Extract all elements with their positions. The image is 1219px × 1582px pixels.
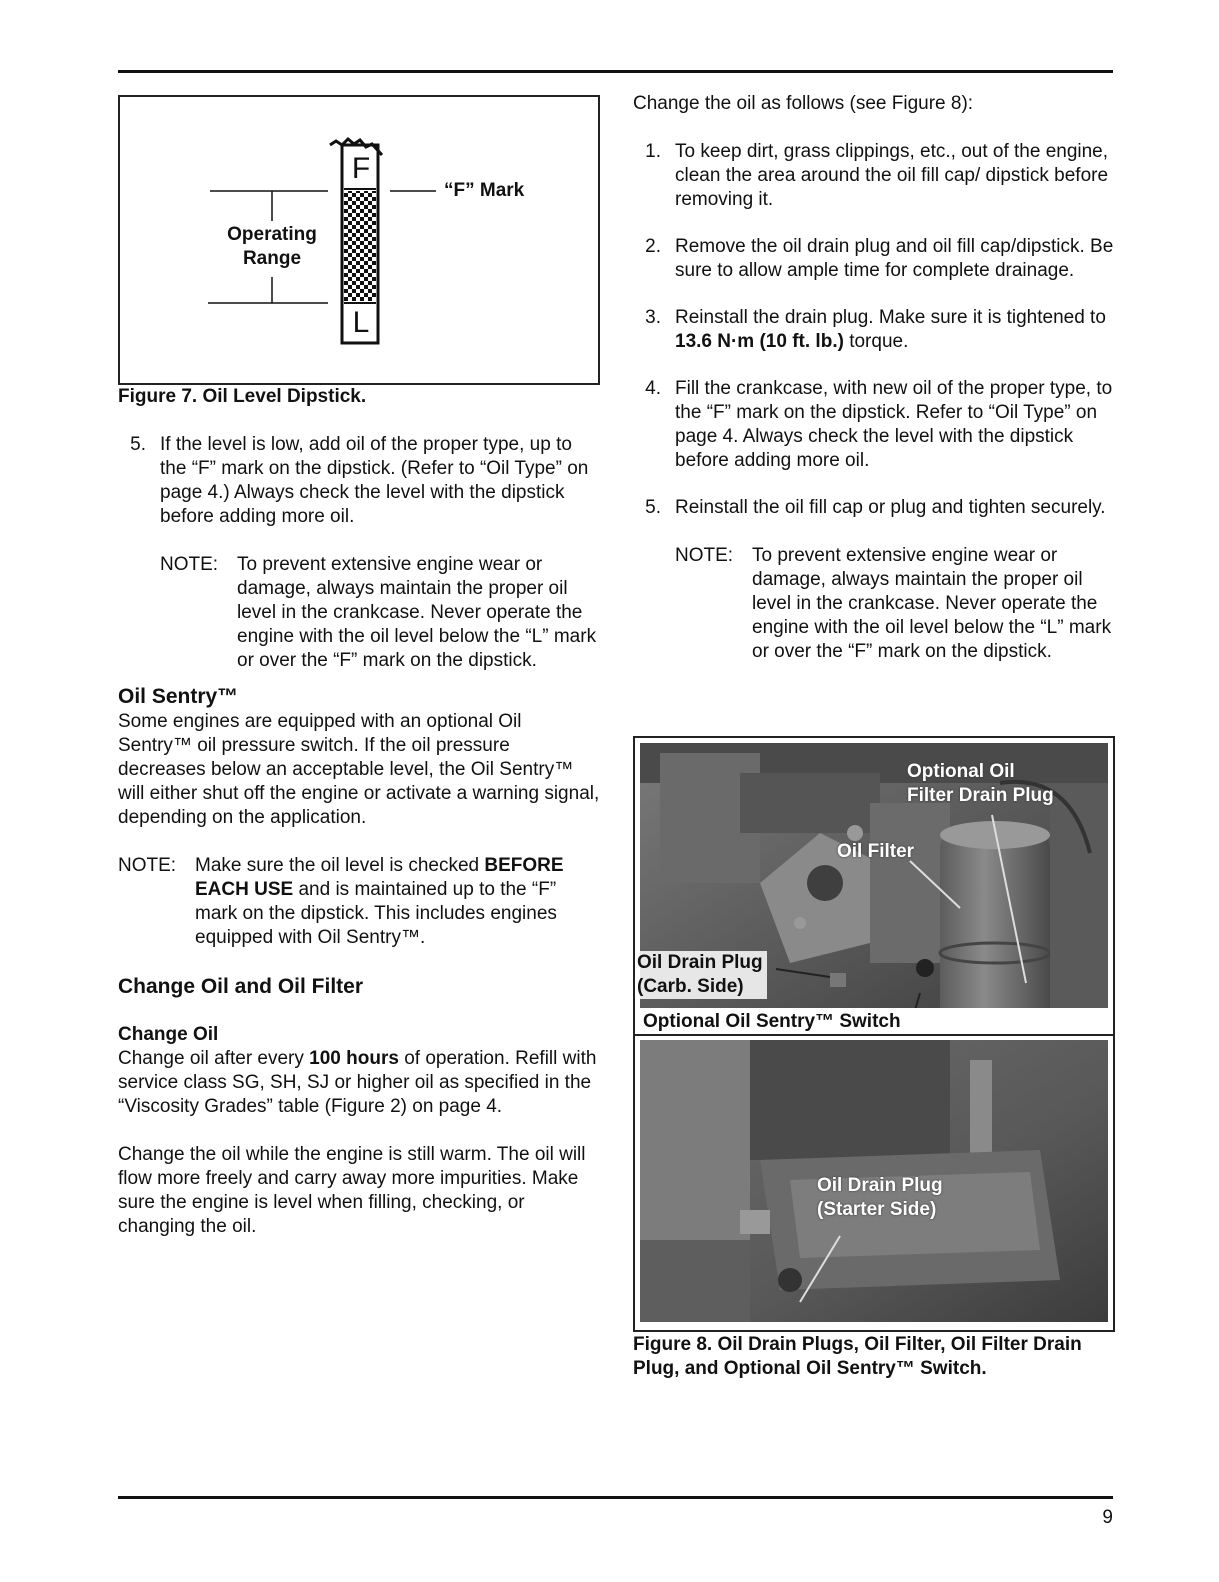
operating-range-fill <box>344 191 376 301</box>
note-text: To prevent extensive engine wear or damage, always maintain the proper oil level in the crankcase. Never operate the engine with the oil level below the “L” mark or over the “F” mark on the dipstick. <box>752 545 1112 662</box>
step-3 <box>633 306 1118 354</box>
step-3-pre: Reinstall the drain plug. Make sure it is tightened to <box>675 307 1106 328</box>
list-text: Reinstall the oil fill cap or plug and tighten securely. <box>675 497 1106 518</box>
figure-8-caption: Figure 8. Oil Drain Plugs, Oil Filter, Oil Filter Drain Plug, and Optional Oil Sentry™ Switch. <box>633 1334 1082 1379</box>
figure-8-box <box>633 736 1115 1332</box>
step-2 <box>633 235 1118 283</box>
operating-range-line1: Operating <box>227 224 317 245</box>
figure-7-caption: Figure 7. Oil Level Dipstick. <box>118 386 367 407</box>
change-oil-intro: Change the oil as follows (see Figure 8): <box>633 93 974 114</box>
list-text: If the level is low, add oil of the proper type, up to the “F” mark on the dipstick. (Refer to “Oil Type” on page 4.) Always check the level with the dipstick before adding more oil. <box>160 434 589 527</box>
list-text: Fill the crankcase, with new oil of the proper type, to the “F” mark on the dipstick. Refer to “Oil Type” on page 4. Always check the level with the dipstick before adding more oil. <box>675 378 1113 471</box>
label-line-1: Oil Drain Plug <box>817 1175 943 1196</box>
change-oil-text <box>118 1047 600 1119</box>
label-line-2: (Starter Side) <box>817 1199 937 1220</box>
label-line-1: Optional Oil <box>907 761 1015 782</box>
note-text-post: and is maintained up to the “F” mark on the dipstick. This includes engines equipped with Oil Sentry™. <box>195 879 557 948</box>
change-oil-filter-heading: Change Oil and Oil Filter <box>118 975 364 998</box>
operating-range-line2: Range <box>242 248 302 269</box>
label-oil-filter: Oil Filter <box>837 841 915 862</box>
bottom-rule <box>118 1496 1113 1499</box>
top-rule <box>118 70 1113 73</box>
note-left-1 <box>160 553 600 673</box>
note-right <box>675 544 1118 664</box>
label-line-2: Filter Drain Plug <box>907 785 1054 806</box>
step-4 <box>633 377 1118 473</box>
label-line-2: (Carb. Side) <box>637 976 744 997</box>
list-number: 1. <box>645 141 661 162</box>
right-column <box>633 92 1118 664</box>
operating-range-label <box>210 223 334 271</box>
note-label: NOTE: <box>118 855 177 876</box>
label-oil-filter-drain-plug <box>907 760 1054 808</box>
note-label: NOTE: <box>160 554 219 575</box>
step-1 <box>633 140 1118 212</box>
note-text: To prevent extensive engine wear or damage, always maintain the proper oil level in the crankcase. Never operate the engine with the oil level below the “L” mark or over the “F” mark on the dipstick. <box>237 554 597 671</box>
f-mark-label: “F” Mark <box>444 180 525 201</box>
change-oil-post: of operation. Refill with service class SG, SH, SJ or higher oil as specified in the “Viscosity Grades” table (Figure 2) on page 4. <box>118 1048 597 1117</box>
change-oil-subheading: Change Oil <box>118 1024 219 1045</box>
note-text <box>195 854 600 950</box>
left-column <box>118 433 600 1239</box>
step-5-left <box>118 433 600 529</box>
list-text <box>675 306 1118 354</box>
list-number: 4. <box>645 378 661 399</box>
label-oil-sentry-switch: Optional Oil Sentry™ Switch <box>643 1011 901 1032</box>
list-number: 5. <box>130 434 146 455</box>
list-text: Remove the oil drain plug and oil fill cap/dipstick. Be sure to allow ample time for complete drainage. <box>675 236 1114 281</box>
list-number: 5. <box>645 497 661 518</box>
page-number: 9 <box>1102 1507 1113 1528</box>
l-letter: L <box>352 306 370 339</box>
step-5 <box>633 496 1118 520</box>
label-oil-drain-plug-starter <box>817 1174 943 1222</box>
label-oil-drain-plug-carb <box>637 951 767 999</box>
f-letter: F <box>351 152 371 185</box>
figure-7-box <box>118 95 600 385</box>
note-left-2 <box>118 854 600 950</box>
change-oil-pre: Change oil after every <box>118 1048 310 1069</box>
list-text: To keep dirt, grass clippings, etc., out of the engine, clean the area around the oil fill cap/ dipstick before removing it. <box>675 141 1109 210</box>
label-line-1: Oil Drain Plug <box>637 952 763 973</box>
dipstick-diagram <box>120 97 598 383</box>
figure-8-divider <box>635 1034 1113 1036</box>
oil-sentry-heading: Oil Sentry™ <box>118 685 239 708</box>
change-oil-bold: 100 hours <box>309 1048 399 1069</box>
oil-sentry-text: Some engines are equipped with an optional Oil Sentry™ oil pressure switch. If the oil pressure decreases below an acceptable level, the Oil Sentry™ will either shut off the engine or activate a warning signal, depending on the application. <box>118 711 600 828</box>
note-label: NOTE: <box>675 545 734 566</box>
note-text-pre: Make sure the oil level is checked <box>195 855 485 876</box>
step-3-post: torque. <box>843 331 909 352</box>
list-number: 3. <box>645 307 661 328</box>
warm-engine-text: Change the oil while the engine is still warm. The oil will flow more freely and carry away more impurities. Make sure the engine is level when filling, checking, or changing the oil. <box>118 1144 586 1237</box>
note-text-bold: BEFORE EACH USE <box>195 855 564 900</box>
torque-value: 13.6 N·m (10 ft. lb.) <box>675 331 844 352</box>
list-number: 2. <box>645 236 661 257</box>
